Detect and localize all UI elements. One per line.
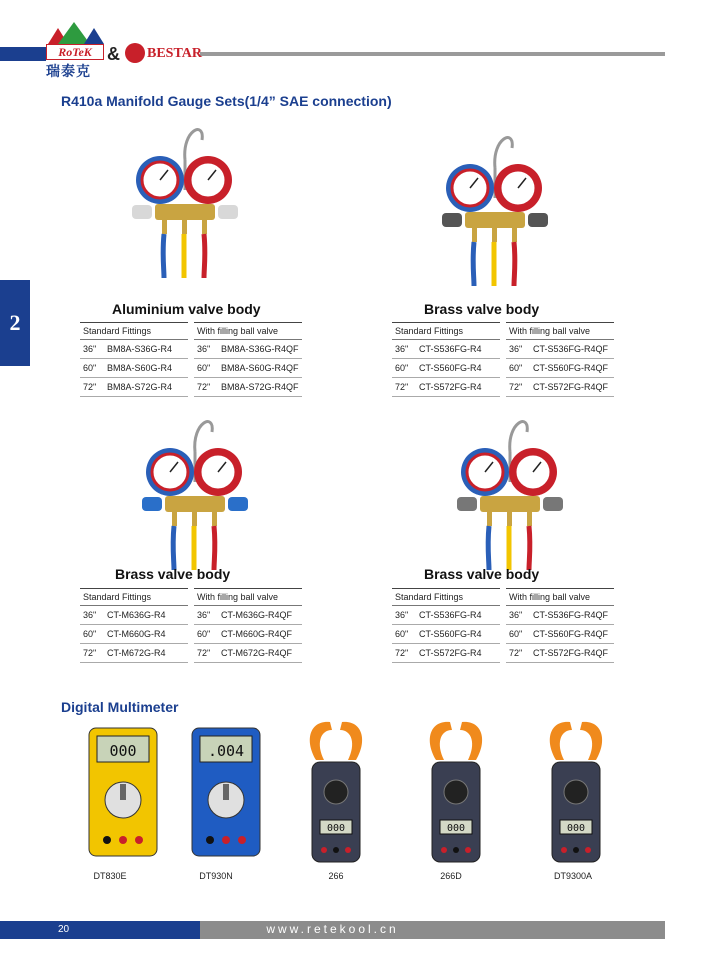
model-code: CT-M672G-R4 (104, 644, 188, 663)
table-row (194, 644, 302, 663)
model-code: CT-S572FG-R4QF (530, 378, 614, 397)
table-row (80, 606, 188, 625)
hose-length: 60" (506, 625, 530, 644)
filling-ball-valve-table (506, 588, 614, 663)
model-code: CT-S560FG-R4QF (530, 625, 614, 644)
multimeter-model-label: DT830E (93, 871, 127, 881)
hose-length: 72" (80, 644, 104, 663)
footer-bar-left (0, 921, 200, 939)
valve-body-title: Brass valve body (115, 566, 231, 582)
table-row (392, 625, 500, 644)
model-code: BM8A-S72G-R4QF (218, 378, 302, 397)
multimeter-model-label: 266 (328, 871, 344, 881)
multimeter-model-label: 266D (440, 871, 462, 881)
valve-body-title: Brass valve body (424, 301, 540, 317)
standard-fittings-table (392, 588, 500, 663)
multimeter-model-label: DT930N (199, 871, 233, 881)
section-tab: 2 (0, 280, 30, 366)
table-row (80, 644, 188, 663)
hose-length: 72" (194, 378, 218, 397)
table-row (392, 340, 500, 359)
hose-length: 60" (80, 359, 104, 378)
header-bar-right (200, 52, 665, 56)
hose-length: 60" (80, 625, 104, 644)
meter-display: 000 (326, 823, 346, 834)
hose-length: 36" (392, 606, 416, 625)
filling-ball-valve-table (194, 588, 302, 663)
section-title-multimeter: Digital Multimeter (61, 699, 179, 715)
manifold-gauge-image (430, 128, 560, 293)
bestar-logo-icon (125, 43, 145, 63)
ampersand: & (107, 44, 120, 64)
hose-length: 72" (392, 644, 416, 663)
hose-length: 60" (194, 625, 218, 644)
logo-mountain-blue (84, 28, 104, 44)
model-code: CT-S572FG-R4 (416, 378, 500, 397)
table-row (506, 644, 614, 663)
hose-length: 72" (392, 378, 416, 397)
hose-length: 36" (80, 606, 104, 625)
retek-logo-chinese: 瑞泰克 (46, 64, 91, 80)
table-header: With filling ball valve (506, 589, 614, 606)
hose-length: 60" (392, 625, 416, 644)
spec-tables (80, 322, 302, 397)
multimeter-image (87, 720, 159, 865)
meter-display: .004 (207, 742, 245, 760)
meter-display: 000 (446, 823, 466, 834)
hose-length: 36" (392, 340, 416, 359)
hose-length: 36" (194, 340, 218, 359)
table-header: Standard Fittings (392, 589, 500, 606)
model-code: CT-S572FG-R4QF (530, 644, 614, 663)
bestar-logo: BESTAR (147, 46, 202, 61)
model-code: BM8A-S36G-R4QF (218, 340, 302, 359)
table-row (80, 340, 188, 359)
table-row (506, 378, 614, 397)
table-row (506, 606, 614, 625)
model-code: CT-M636G-R4 (104, 606, 188, 625)
model-code: CT-S536FG-R4QF (530, 340, 614, 359)
hose-length: 36" (506, 606, 530, 625)
table-header: With filling ball valve (194, 323, 302, 340)
table-header: With filling ball valve (506, 323, 614, 340)
standard-fittings-table (392, 322, 500, 397)
multimeter-image (540, 720, 612, 870)
table-header: Standard Fittings (392, 323, 500, 340)
model-code: CT-M636G-R4QF (218, 606, 302, 625)
section-title-gauges: R410a Manifold Gauge Sets(1/4” SAE connection) (61, 93, 392, 109)
retek-logo: RoTeK (46, 44, 104, 60)
table-row (80, 625, 188, 644)
multimeter-image (190, 720, 262, 865)
model-code: BM8A-S60G-R4QF (218, 359, 302, 378)
hose-length: 72" (506, 378, 530, 397)
model-code: BM8A-S36G-R4 (104, 340, 188, 359)
page-number: 20 (58, 924, 70, 935)
hose-length: 60" (392, 359, 416, 378)
multimeter-model-label: DT9300A (553, 871, 593, 881)
table-row (392, 378, 500, 397)
table-row (506, 340, 614, 359)
model-code: CT-M660G-R4QF (218, 625, 302, 644)
hose-length: 60" (194, 359, 218, 378)
table-header: Standard Fittings (80, 589, 188, 606)
model-code: BM8A-S60G-R4 (104, 359, 188, 378)
table-header: With filling ball valve (194, 589, 302, 606)
table-row (506, 359, 614, 378)
standard-fittings-table (80, 322, 188, 397)
spec-tables (392, 322, 614, 397)
table-row (194, 378, 302, 397)
model-code: CT-S572FG-R4 (416, 644, 500, 663)
hose-length: 72" (506, 644, 530, 663)
table-row (506, 625, 614, 644)
model-code: CT-S536FG-R4 (416, 606, 500, 625)
manifold-gauge-image (120, 120, 250, 285)
model-code: CT-S560FG-R4 (416, 359, 500, 378)
model-code: CT-S560FG-R4QF (530, 359, 614, 378)
meter-display: 000 (566, 823, 586, 834)
table-row (392, 644, 500, 663)
meter-display: 000 (109, 742, 137, 760)
table-row (194, 340, 302, 359)
hose-length: 72" (80, 378, 104, 397)
spec-tables (80, 588, 302, 663)
table-row (392, 606, 500, 625)
hose-length: 72" (194, 644, 218, 663)
hose-length: 36" (80, 340, 104, 359)
table-row (80, 378, 188, 397)
model-code: CT-S536FG-R4 (416, 340, 500, 359)
website-url: www.retekool.cn (266, 922, 399, 936)
filling-ball-valve-table (194, 322, 302, 397)
spec-tables (392, 588, 614, 663)
manifold-gauge-image (130, 412, 260, 577)
standard-fittings-table (80, 588, 188, 663)
table-row (194, 625, 302, 644)
table-header: Standard Fittings (80, 323, 188, 340)
model-code: CT-M672G-R4QF (218, 644, 302, 663)
table-row (392, 359, 500, 378)
hose-length: 36" (506, 340, 530, 359)
filling-ball-valve-table (506, 322, 614, 397)
model-code: CT-S536FG-R4QF (530, 606, 614, 625)
valve-body-title: Aluminium valve body (112, 301, 261, 317)
table-row (194, 359, 302, 378)
hose-length: 36" (194, 606, 218, 625)
table-row (80, 359, 188, 378)
valve-body-title: Brass valve body (424, 566, 540, 582)
manifold-gauge-image (445, 412, 575, 577)
header-bar-left (0, 47, 46, 61)
multimeter-image (420, 720, 492, 870)
multimeter-image (300, 720, 372, 870)
model-code: BM8A-S72G-R4 (104, 378, 188, 397)
table-row (194, 606, 302, 625)
model-code: CT-M660G-R4 (104, 625, 188, 644)
model-code: CT-S560FG-R4 (416, 625, 500, 644)
hose-length: 60" (506, 359, 530, 378)
